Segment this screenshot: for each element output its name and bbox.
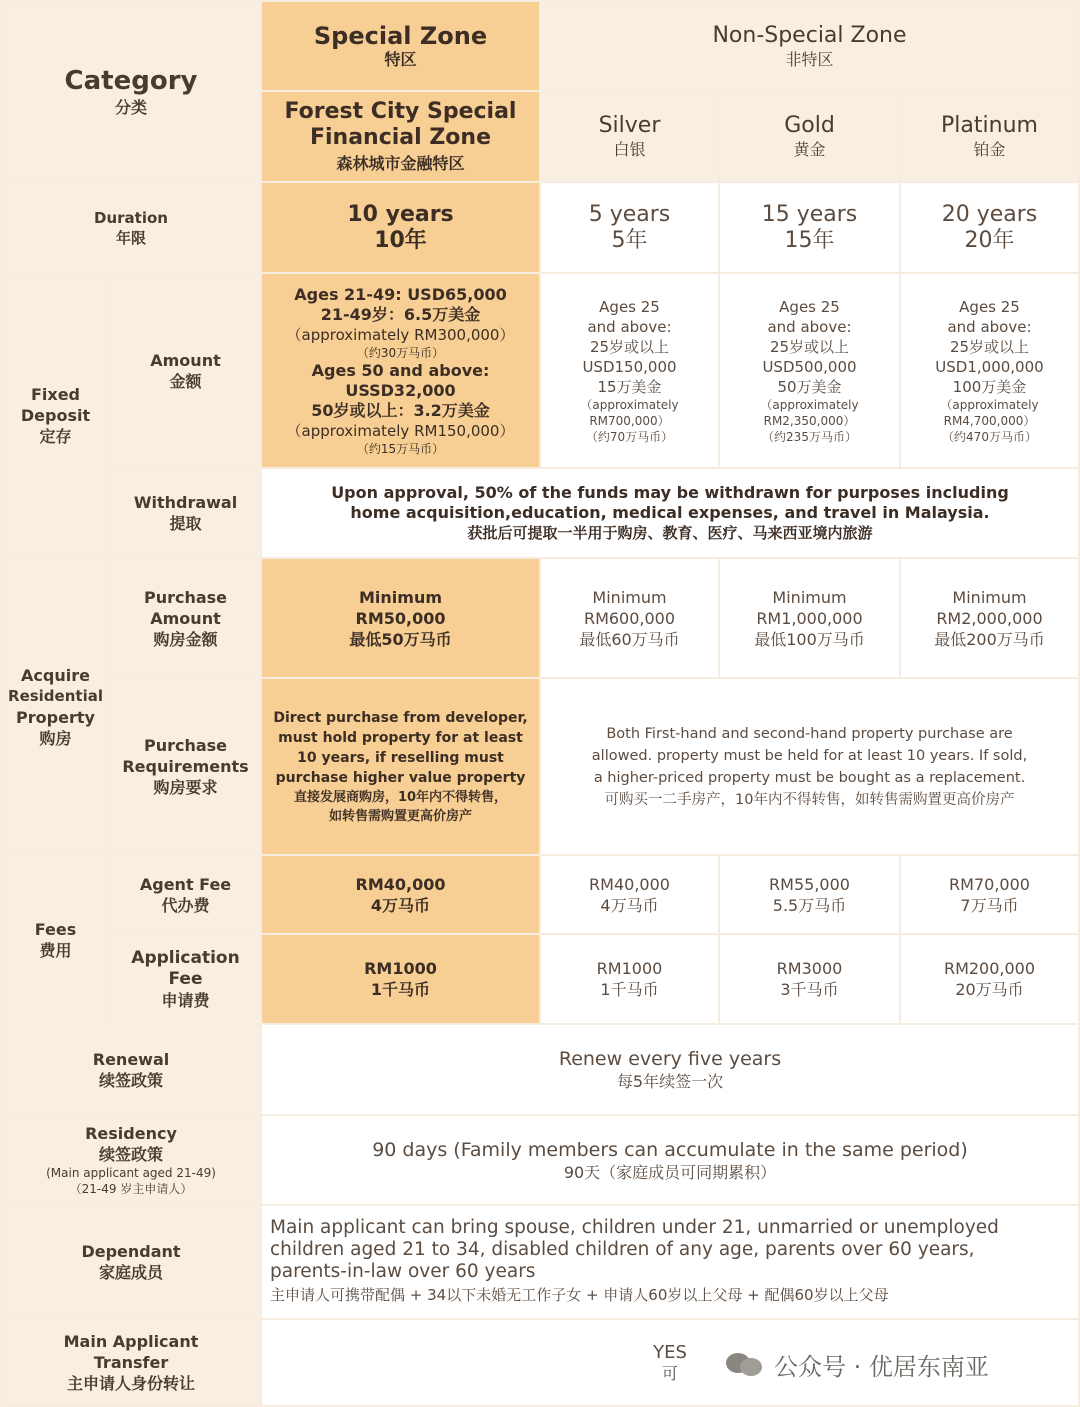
renewal-value: [262, 1025, 1078, 1114]
residency-note2: （21-49 岁主申请人）: [69, 1182, 193, 1196]
residency-value: [262, 1116, 1078, 1204]
renewal-label: Renewal: [92, 1049, 170, 1069]
deposit-gold-l2: and above:: [767, 317, 852, 336]
header-platinum: [901, 92, 1078, 181]
agent-fee-gold-zh: 5.5万马币: [772, 895, 847, 915]
nonspecial-req-zh: 可购买一二手房产，10年内不得转售，如转售需购置更高价房产: [604, 791, 1015, 808]
forest-city-line1: Forest City Special: [284, 99, 517, 124]
deposit-silver-l5: 15万美金: [597, 377, 662, 396]
purchase-amount-platinum: [901, 559, 1078, 677]
purchase-req-line1: Purchase: [143, 736, 228, 755]
dependant-label: Dependant: [81, 1242, 181, 1261]
agent-fee-platinum-zh: 7万马币: [960, 895, 1019, 915]
silver-amount-l2: RM600,000: [583, 608, 676, 628]
deposit-special-l3: （approximately RM300,000）: [286, 325, 515, 344]
application-fee-gold-en: RM3000: [776, 959, 843, 978]
deposit-platinum-l7: RM4,700,000）: [943, 413, 1036, 428]
gold-title: Gold: [784, 113, 835, 138]
purchase-req-special: [262, 679, 539, 854]
deposit-gold-l7: RM2,350,000）: [763, 413, 856, 428]
transfer-value-en: YES: [653, 1341, 687, 1363]
nonspecial-req-l1: Both First-hand and second-hand property purchase are: [606, 725, 1013, 742]
gold-title-zh: 黄金: [793, 140, 826, 159]
category-title-zh: 分类: [114, 98, 147, 117]
platinum-amount-l1: Minimum: [952, 587, 1027, 607]
purchase-amount-line2: Amount: [150, 608, 221, 628]
fees-label-zh: 费用: [39, 940, 72, 960]
purchase-req-zh: 购房要求: [153, 778, 218, 797]
residency-note1: (Main applicant aged 21-49): [46, 1166, 216, 1180]
duration-special-zh: 10年: [374, 227, 427, 253]
purchase-amount-zh: 购房金额: [153, 629, 218, 649]
deposit-special-l6: USSD32,000: [345, 380, 456, 400]
agent-fee-platinum-en: RM70,000: [949, 874, 1030, 894]
residency-value-en: 90 days (Family members can accumulate in the same period): [372, 1138, 968, 1161]
sub-label-amount: [111, 274, 260, 467]
deposit-special-l8: （approximately RM150,000）: [286, 421, 515, 440]
deposit-gold-l6: （approximately: [760, 397, 859, 412]
forest-city-zh: 森林城市金融特区: [336, 154, 465, 173]
special-amount-l2: RM50,000: [355, 608, 446, 628]
transfer-line2: Transfer: [93, 1353, 169, 1372]
row-label-fixed-deposit: [2, 274, 109, 557]
deposit-gold: [720, 274, 899, 467]
deposit-silver: [541, 274, 718, 467]
deposit-silver-l1: Ages 25: [599, 297, 660, 316]
residency-label-zh: 续签政策: [98, 1145, 163, 1164]
dependant-zh: 主申请人可携带配偶 + 34以下未婚无工作子女 + 申请人60岁以上父母 + 配偶60岁以上父母: [270, 1286, 889, 1304]
special-zone-title-zh: 特区: [384, 49, 417, 69]
amount-label: Amount: [150, 350, 221, 370]
dependant-l2: children aged 21 to 34, disabled children of any age, parents over 60 years,: [270, 1239, 975, 1260]
purchase-amount-gold: [720, 559, 899, 677]
silver-title: Silver: [598, 113, 661, 138]
residency-value-zh: 90天（家庭成员可同期累积）: [563, 1162, 777, 1182]
dependant-value: [262, 1206, 1078, 1318]
agent-fee-gold-en: RM55,000: [769, 874, 850, 894]
duration-special-en: 10 years: [347, 201, 454, 227]
application-fee-silver: [541, 935, 718, 1023]
transfer-value-zh: 可: [661, 1363, 678, 1383]
non-special-zone-title-zh: 非特区: [785, 49, 834, 69]
withdrawal-line1: Upon approval, 50% of the funds may be withdrawn for purposes including: [331, 483, 1009, 502]
deposit-gold-l4: USD500,000: [762, 357, 857, 376]
application-fee-silver-zh: 1千马币: [600, 980, 659, 999]
deposit-gold-l1: Ages 25: [779, 297, 840, 316]
watermark: [726, 1346, 989, 1382]
application-fee-platinum-en: RM200,000: [943, 959, 1036, 978]
deposit-silver-l6: （approximately: [580, 397, 679, 412]
withdrawal-label: Withdrawal: [133, 493, 238, 512]
application-fee-gold-zh: 3千马币: [780, 980, 839, 999]
renewal-value-en: Renew every five years: [558, 1048, 782, 1070]
silver-amount-zh: 最低60万马币: [579, 629, 680, 649]
agent-fee-silver: [541, 856, 718, 933]
agent-fee-special: [262, 856, 539, 933]
deposit-platinum-l2: and above:: [947, 317, 1032, 336]
sub-label-withdrawal: [111, 469, 260, 557]
special-req-zh1: 直接发展商购房，10年内不得转售，: [293, 789, 508, 805]
deposit-silver-l4: USD150,000: [582, 357, 677, 376]
deposit-gold-l5: 50万美金: [777, 377, 842, 396]
purchase-amount-special: [262, 559, 539, 677]
purchase-amount-silver: [541, 559, 718, 677]
header-category: [2, 2, 260, 181]
amount-label-zh: 金额: [169, 371, 202, 391]
gold-amount-l2: RM1,000,000: [756, 608, 863, 628]
property-line3: Property: [16, 707, 95, 727]
forest-city-line2: Financial Zone: [309, 125, 492, 150]
deposit-platinum-l5: 100万美金: [952, 377, 1027, 396]
fixed-deposit-line1: Fixed: [30, 385, 81, 404]
withdrawal-line2: home acquisition,education, medical expenses, and travel in Malaysia.: [350, 503, 990, 522]
sub-label-application-fee: [111, 935, 260, 1023]
withdrawal-label-zh: 提取: [169, 514, 202, 533]
withdrawal-zh: 获批后可提取一半用于购房、教育、医疗、马来西亚境内旅游: [467, 524, 873, 542]
agent-fee-silver-zh: 4万马币: [600, 895, 659, 915]
dependant-l1: Main applicant can bring spouse, children under 21, unmarried or unemployed: [270, 1217, 999, 1238]
application-fee-special-en: RM1000: [364, 959, 437, 978]
special-req-l3: 10 years, if reselling must: [297, 749, 504, 766]
duration-gold: [720, 183, 899, 272]
header-forest-city: [262, 92, 539, 181]
transfer-line1: Main Applicant: [63, 1332, 199, 1351]
renewal-label-zh: 续签政策: [98, 1070, 163, 1090]
special-amount-l1: Minimum: [358, 587, 442, 607]
renewal-value-zh: 每5年续签一次: [616, 1072, 724, 1091]
silver-amount-l1: Minimum: [592, 587, 667, 607]
sub-label-agent-fee: [111, 856, 260, 933]
deposit-platinum: [901, 274, 1078, 467]
duration-gold-en: 15 years: [761, 201, 858, 227]
gold-amount-l1: Minimum: [772, 587, 847, 607]
duration-label: Duration: [94, 208, 168, 227]
duration-gold-zh: 15年: [784, 227, 835, 253]
fixed-deposit-line2: Deposit: [20, 406, 91, 425]
property-line1: Acquire: [21, 665, 90, 685]
withdrawal-value: [262, 469, 1078, 557]
duration-silver-en: 5 years: [588, 201, 671, 227]
non-special-zone-title: Non-Special Zone: [712, 22, 907, 48]
purchase-req-line2: Requirements: [122, 757, 249, 776]
header-silver: [541, 92, 718, 181]
special-req-l2: must hold property for at least: [278, 729, 523, 746]
application-fee-silver-en: RM1000: [596, 959, 663, 978]
deposit-gold-l8: （约235万马币）: [762, 429, 857, 444]
application-fee-line1: Application: [131, 947, 240, 968]
duration-platinum-zh: 20年: [964, 227, 1015, 253]
agent-fee-label-zh: 代办费: [161, 895, 210, 915]
nonspecial-req-l2: allowed. property must be held for at least 10 years. If sold,: [591, 747, 1028, 764]
agent-fee-silver-en: RM40,000: [589, 874, 670, 894]
residency-label: Residency: [85, 1124, 177, 1143]
deposit-special-l7: 50岁或以上：3.2万美金: [311, 400, 490, 420]
deposit-silver-l3: 25岁或以上: [589, 337, 670, 356]
platinum-amount-l2: RM2,000,000: [936, 608, 1043, 628]
duration-special: [262, 183, 539, 272]
header-gold: [720, 92, 899, 181]
dependant-label-zh: 家庭成员: [98, 1263, 163, 1282]
duration-silver-zh: 5年: [611, 227, 648, 253]
deposit-silver-l8: （约70万马币）: [585, 429, 674, 444]
sub-label-purchase-requirements: [111, 679, 260, 854]
row-label-residency: [2, 1116, 260, 1204]
deposit-silver-l7: RM700,000）: [589, 413, 670, 428]
platinum-title-zh: 铂金: [973, 140, 1006, 159]
special-req-l4: purchase higher value property: [275, 769, 526, 786]
dependant-l3: parents-in-law over 60 years: [270, 1261, 536, 1282]
duration-platinum: [901, 183, 1078, 272]
platinum-title: Platinum: [941, 113, 1038, 138]
transfer-zh: 主申请人身份转让: [66, 1374, 195, 1393]
application-fee-zh: 申请费: [161, 990, 210, 1010]
special-zone-title: Special Zone: [313, 21, 488, 50]
deposit-special-l4: （约30万马币）: [356, 345, 445, 360]
header-non-special-zone: [541, 2, 1078, 90]
row-label-dependant: [2, 1206, 260, 1318]
agent-fee-special-zh: 4万马币: [370, 895, 431, 915]
row-label-property: [2, 559, 109, 854]
deposit-special-l2: 21-49岁：6.5万美金: [320, 304, 481, 324]
agent-fee-special-en: RM40,000: [355, 874, 446, 894]
row-label-duration: [2, 183, 260, 272]
sub-label-purchase-amount: [111, 559, 260, 677]
deposit-platinum-l8: （约470万马币）: [942, 429, 1037, 444]
deposit-special-l5: Ages 50 and above:: [311, 360, 490, 380]
watermark-text: 公众号 · 优居东南亚: [774, 1352, 989, 1381]
application-fee-line2: Fee: [168, 968, 203, 989]
category-title: Category: [64, 66, 198, 96]
deposit-special-l9: （约15万马币）: [356, 441, 445, 456]
deposit-special-l1: Ages 21-49: USD65,000: [294, 284, 507, 304]
application-fee-special: [262, 935, 539, 1023]
agent-fee-gold: [720, 856, 899, 933]
deposit-special: [262, 274, 539, 467]
purchase-amount-line1: Purchase: [143, 587, 228, 607]
property-line2: Residential: [8, 686, 103, 705]
row-label-renewal: [2, 1025, 260, 1114]
special-amount-zh: 最低50万马币: [349, 629, 452, 649]
deposit-silver-l2: and above:: [587, 317, 672, 336]
wechat-icon: [726, 1351, 766, 1377]
special-req-zh2: 如转售需购置更高价房产: [328, 808, 472, 824]
special-req-l1: Direct purchase from developer,: [273, 709, 528, 726]
row-label-fees: [2, 856, 109, 1023]
deposit-gold-l3: 25岁或以上: [769, 337, 850, 356]
property-zh: 购房: [39, 728, 72, 748]
application-fee-platinum: [901, 935, 1078, 1023]
purchase-req-nonspecial: [541, 679, 1078, 854]
application-fee-gold: [720, 935, 899, 1023]
agent-fee-label: Agent Fee: [139, 874, 232, 894]
duration-silver: [541, 183, 718, 272]
fixed-deposit-zh: 定存: [39, 427, 72, 446]
duration-label-zh: 年限: [115, 228, 146, 247]
deposit-platinum-l6: （approximately: [940, 397, 1039, 412]
application-fee-special-zh: 1千马币: [370, 980, 431, 999]
gold-amount-zh: 最低100万马币: [754, 629, 865, 649]
duration-platinum-en: 20 years: [941, 201, 1038, 227]
nonspecial-req-l3: a higher-priced property must be bought as a replacement.: [593, 769, 1026, 786]
header-special-zone: [262, 2, 539, 90]
deposit-platinum-l4: USD1,000,000: [935, 357, 1044, 376]
silver-title-zh: 白银: [613, 140, 646, 159]
row-label-transfer: [2, 1320, 260, 1405]
application-fee-platinum-zh: 20万马币: [955, 980, 1024, 999]
fees-label: Fees: [34, 919, 77, 939]
agent-fee-platinum: [901, 856, 1078, 933]
platinum-amount-zh: 最低200万马币: [934, 629, 1045, 649]
deposit-platinum-l1: Ages 25: [959, 297, 1020, 316]
deposit-platinum-l3: 25岁或以上: [949, 337, 1030, 356]
